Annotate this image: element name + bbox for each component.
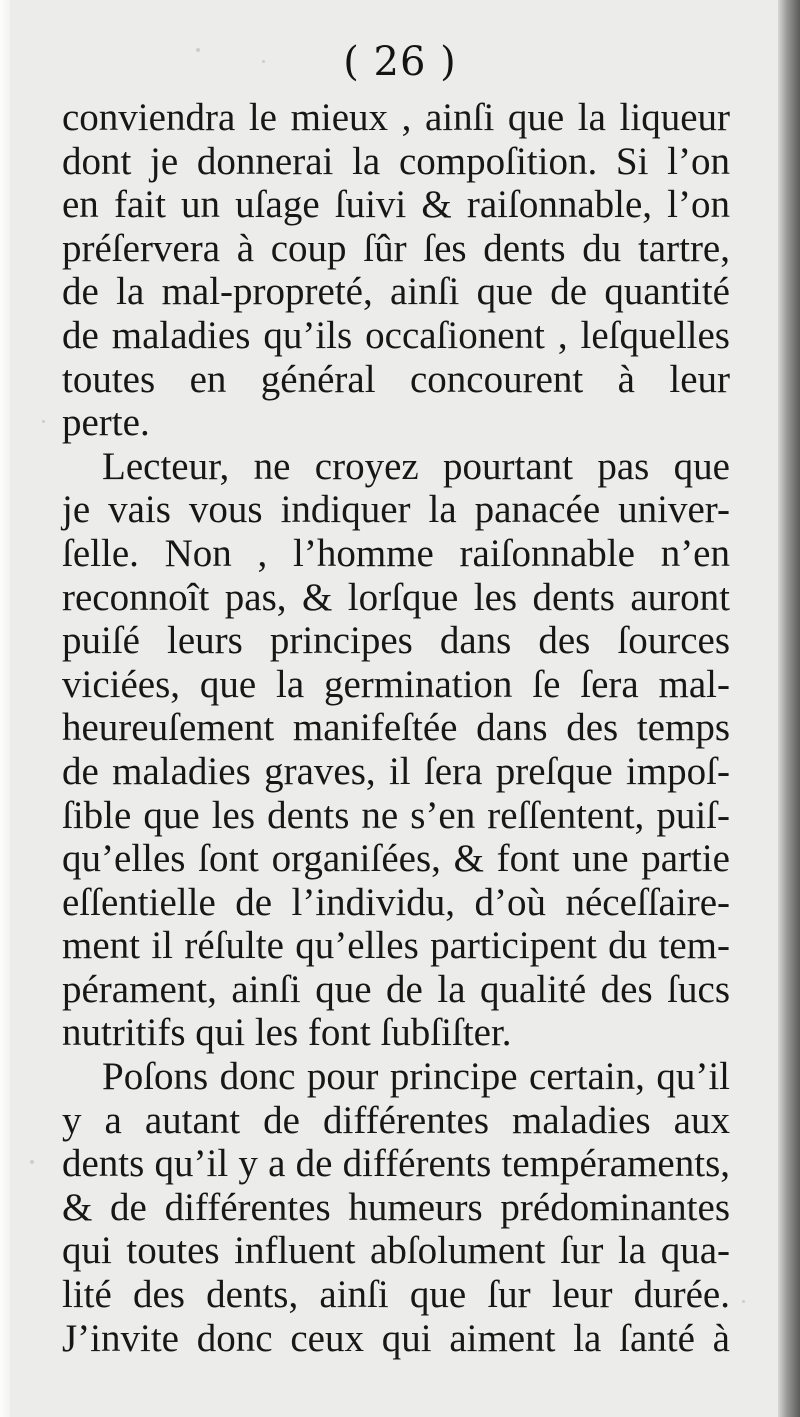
paper-speck [42, 420, 45, 423]
text-line: J’invite donc ceux qui aiment la ſanté à [62, 1316, 730, 1360]
text-line: je vais vous indiquer la panacée univer- [62, 488, 730, 532]
text-line: conviendra le mieux , ainſi que la liqueur [62, 96, 730, 139]
text-line: qui toutes influent abſolument ſur la qua- [62, 1229, 730, 1273]
text-line: en fait un uſage ſuivi & raiſonnable, l’on [62, 183, 730, 227]
text-line: dents qu’il y a de différents tempéraments, [62, 1142, 730, 1186]
text-line: Lecteur, ne croyez pourtant pas que [102, 444, 730, 488]
text-line: préſervera à coup ſûr ſes dents du tartre, [62, 226, 730, 270]
body-text [62, 96, 730, 1360]
text-line: & de différentes humeurs prédominantes [62, 1185, 730, 1229]
text-line: toutes en général concourent à leur [62, 357, 730, 401]
scan-right-edge [778, 0, 800, 1417]
text-line: heureuſement manifeſtée dans des temps [62, 706, 730, 750]
text-line: viciées, que la germination ſe ſera mal- [62, 662, 730, 706]
text-line: lité des dents, ainſi que ſur leur durée. [62, 1273, 730, 1317]
text-line: perte. [62, 401, 150, 445]
text-line: ment il réſulte qu’elles participent du tem- [62, 924, 730, 968]
paper-speck [742, 1300, 745, 1303]
text-line: ſelle. Non , l’homme raiſonnable n’en [62, 531, 730, 575]
text-line: de maladies graves, il ſera preſque impoſ- [62, 749, 730, 793]
page-number: ( 26 ) [343, 39, 457, 85]
text-line: de la mal-propreté, ainſi que de quantité [62, 270, 730, 314]
text-line: dont je donnerai la compoſition. Si l’on [62, 139, 730, 183]
text-line: reconnoît pas, & lorſque les dents auront [62, 575, 730, 619]
text-line: y a autant de différentes maladies aux [62, 1098, 730, 1142]
text-line: Poſons donc pour principe certain, qu’il [102, 1055, 730, 1099]
text-line: ſible que les dents ne s’en reſſentent, puiſ- [62, 793, 730, 837]
text-line: de maladies qu’ils occaſionent , leſquelles [62, 313, 730, 357]
scan-left-edge [0, 0, 10, 1417]
text-line: puiſé leurs principes dans des ſources [62, 619, 730, 663]
text-line: qu’elles ſont organiſées, & font une partie [62, 837, 730, 881]
text-line: eſſentielle de l’individu, d’où néceſſaire- [62, 880, 730, 924]
paper-speck [30, 1160, 34, 1164]
text-line: nutritifs qui les font ſubſiſter. [62, 1011, 512, 1055]
text-line: pérament, ainſi que de la qualité des ſucs [62, 967, 730, 1011]
